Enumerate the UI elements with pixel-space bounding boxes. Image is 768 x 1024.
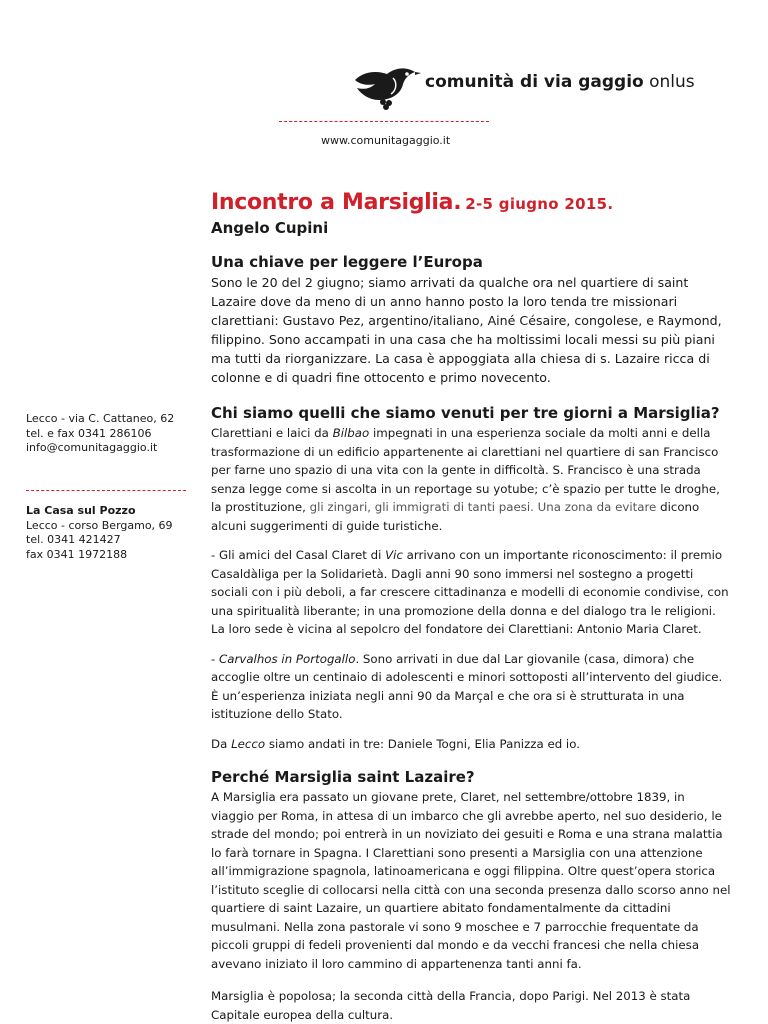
org-name-bold: comunità di via gaggio — [425, 72, 644, 92]
fax-line: fax 0341 1972188 — [26, 547, 128, 561]
article-date: 2-5 giugno 2015. — [465, 195, 614, 213]
title-text: Incontro a Marsiglia. — [211, 190, 462, 215]
website-link[interactable]: www.comunitagaggio.it — [321, 134, 451, 147]
section-3-closing: Marsiglia è popolosa; la seconda città della Francia, dopo Parigi. Nel 2013 è stata Capitale europea della cultura. — [211, 989, 691, 1022]
section-heading-1: Una chiave per leggere l’Europa — [211, 253, 483, 271]
section-2-paragraph-4: Da Lecco siamo andati in tre: Daniele Togni, Elia Panizza ed io. — [211, 736, 580, 751]
org-logo — [349, 62, 695, 110]
org-name — [425, 72, 695, 92]
section-heading-2: Chi siamo quelli che siamo venuti per tre giorni a Marsiglia? — [211, 404, 720, 422]
article — [211, 190, 731, 1024]
sidebar-divider — [26, 490, 186, 491]
phone-line: tel. 0341 421427 — [26, 533, 121, 546]
section-heading-3: Perché Marsiglia saint Lazaire? — [211, 768, 475, 786]
section-2-paragraph-2: - Gli amici del Casal Claret di Vic arrivano con un importante riconoscimento: il premio Casaldàliga per la Solidarietà. Dagli anni 90 sono immersi nel sostegno a progetti sociali con i più deboli, a far crescere cittadinanza e modelli di economie condivise, con una spiritualità liberante; in una promozione della donna e del dialogo tra le religioni. La loro sede è vicina al sepolcro del fondatore dei Clarettiani: Antonio Maria Claret. — [211, 548, 729, 636]
section-1-text: Sono le 20 del 2 giugno; siamo arrivati da qualche ora nel quartiere di saint Lazaire dove da meno di un anno hanno posto la loro tenda tre missionari clarettiani: Gustavo Pez, argentino/italiano, Ainé Césaire, congolese, e Raymond, filippino. Sono accampati in una casa che ha moltissimi locali messi su più piani ma tutti da riorganizzare. La casa è appoggiata alla chiesa di s. Lazaire ricca di colonne e di quadri fine ottocento e primo novecento. — [211, 275, 722, 385]
header-divider — [279, 121, 489, 122]
section-2-paragraph-1: Clarettiani e laici da Bilbao impegnati in una esperienza sociale da molti anni e della trasformazione di un edificio appartenente ai clarettiani nel quartiere di san Francisco per farne uno spazio di una vita con la gente in difficoltà. S. Francisco è una strada senza legge come si ascolta in un reportage su yotube; c’è spazio per tutte le droghe, la prostituzione, gli zingari, gli immigrati di tanti paesi. Una zona da evitare dicono alcuni suggerimenti di guide turistiche. — [211, 426, 720, 533]
dove-logo-icon — [349, 62, 421, 110]
office-title: La Casa sul Pozzo — [26, 504, 136, 517]
section-3-text: A Marsiglia era passato un giovane prete, Claret, nel settembre/ottobre 1839, in viaggio per Roma, in attesa di un imbarco che gli avrebbe aperto, nel suo desiderio, le strade del mondo; poi entrerà in un noviziato dei gesuiti e Roma e una strana malattia lo farà tornare in Spagna. I Clarettiani sono presenti a Marsiglia con una attenzione all’immigrazione spagnola, latinoamericana e oggi filippina. Oltre quest’opera storica l’istituto sceglie di collocarsi nella città con una seconda presenza dallo scorso anno nel quartiere di saint Lazaire, un quartiere abitato fondamentalmente da cittadini musulmani. Nella zona pastorale vi sono 9 moschee e 7 parrocchie frequentate da piccoli gruppi di fedeli provenienti dal mondo e da vecchi francesi che nella chiesa avevano iniziato il loro cammino di appartenenza tanti anni fa. — [211, 790, 731, 971]
sidebar-office-2 — [26, 504, 186, 562]
org-name-suffix: onlus — [649, 72, 695, 92]
article-title — [211, 190, 731, 215]
sidebar-office-1 — [26, 412, 186, 456]
phone-line: tel. e fax 0341 286106 — [26, 426, 152, 440]
article-author: Angelo Cupini — [211, 219, 329, 237]
email-line[interactable]: info@comunitagaggio.it — [26, 441, 158, 454]
section-2-paragraph-3: - Carvalhos in Portogallo. Sono arrivati in due dal Lar giovanile (casa, dimora) che accoglie oltre un centinaio di adolescenti e minori sottoposti all’intervento del giudice. È un’esperienza iniziata negli anni 90 da Marçal e che ora si è strutturata in una istituzione dello Stato. — [211, 651, 723, 721]
address-line: Lecco - corso Bergamo, 69 — [26, 518, 173, 532]
address-line: Lecco - via C. Cattaneo, 62 — [26, 412, 175, 425]
